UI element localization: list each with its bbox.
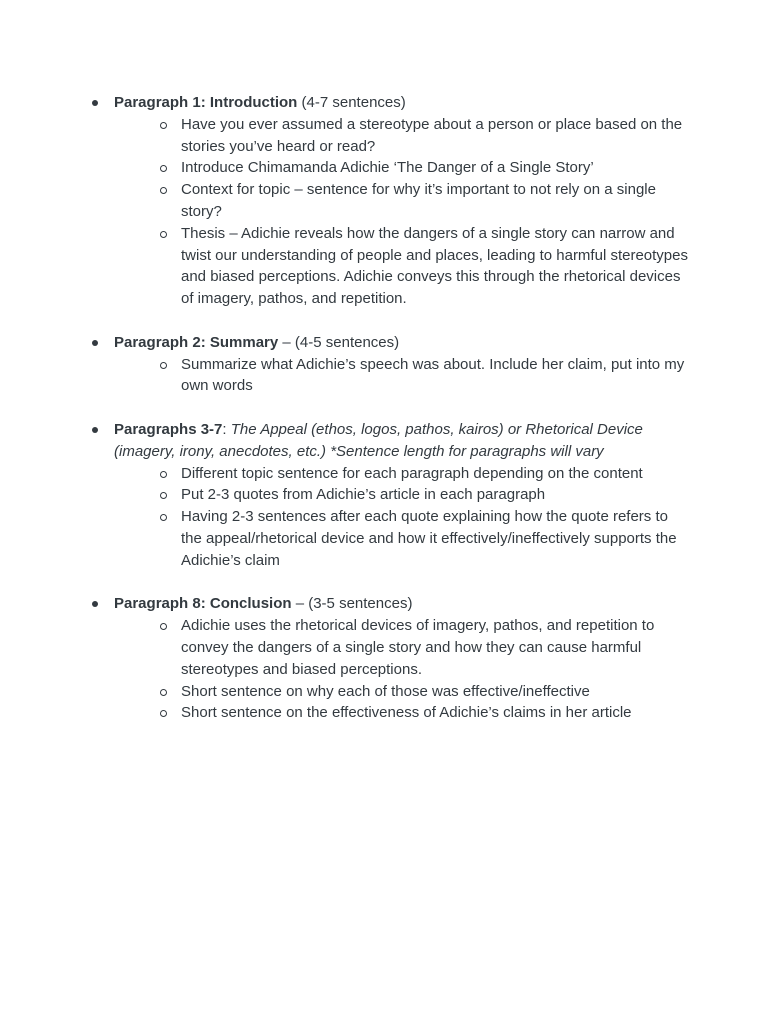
outline-section-body-paragraphs (90, 419, 690, 572)
section-heading (114, 334, 399, 351)
list-item-text: Short sentence on why each of those was effective/ineffective (181, 682, 590, 700)
section-description: The Appeal (ethos, logos, pathos, kairos) or Rhetorical Device (imagery, irony, anecdotes, etc.) *Sentence length for paragraphs will vary (114, 420, 643, 460)
list-item-text: Different topic sentence for each paragraph depending on the content (181, 464, 643, 482)
list-item (181, 157, 690, 179)
list-item-text: Adichie uses the rhetorical devices of imagery, pathos, and repetition to convey the dangers of a single story and how they can cause harmful stereotypes and biased perceptions. (181, 617, 655, 678)
section-separator: : (222, 420, 231, 438)
section-title: Paragraph 2: Summary (114, 333, 279, 351)
list-item (181, 506, 690, 571)
section-heading (114, 94, 406, 111)
section-title: Paragraph 1: Introduction (114, 94, 298, 111)
section-title: Paragraphs 3-7 (114, 420, 223, 438)
list-item (181, 681, 690, 703)
list-item (181, 702, 690, 724)
section-points (114, 354, 690, 398)
section-heading (114, 595, 412, 612)
list-item-text: Summarize what Adichie’s speech was about. Include her claim, put into my own words (181, 355, 685, 395)
section-heading (114, 421, 643, 460)
list-item-text: Short sentence on the effectiveness of Adichie’s claims in her article (181, 704, 632, 722)
list-item-text: Introduce Chimamanda Adichie ‘The Danger of a Single Story’ (181, 159, 594, 177)
list-item-text: Having 2-3 sentences after each quote explaining how the quote refers to the appeal/rhetorical device and how it effectively/ineffectively supports the Adichie’s claim (181, 508, 677, 569)
section-points (114, 615, 690, 724)
list-item (181, 615, 690, 680)
list-item-text: Context for topic – sentence for why it’s important to not rely on a single story? (181, 181, 656, 220)
list-item-text: Thesis – Adichie reveals how the dangers of a single story can narrow and twist our understanding of people and places, leading to harmful stereotypes and biased perceptions. Adichie conveys this through the rhetorical devices of imagery, pathos, and repetition. (181, 224, 688, 308)
section-sentence-count: – (3-5 sentences) (291, 595, 413, 613)
list-item (181, 223, 690, 310)
outline-section-conclusion (90, 593, 690, 724)
section-points (114, 463, 690, 572)
essay-outline (90, 92, 690, 724)
circle-bullet-icon (160, 165, 167, 172)
circle-bullet-icon (160, 122, 167, 129)
circle-bullet-icon (160, 492, 167, 499)
circle-bullet-icon (160, 514, 167, 521)
circle-bullet-icon (160, 231, 167, 238)
outline-section-summary (90, 332, 690, 397)
list-item (181, 463, 690, 485)
list-item-text: Have you ever assumed a stereotype about a person or place based on the stories you’ve heard or read? (181, 115, 683, 155)
list-item (181, 179, 690, 223)
outline-section-introduction (90, 92, 690, 310)
section-points (114, 114, 690, 310)
circle-bullet-icon (160, 362, 167, 369)
section-sentence-count: – (4-5 sentences) (278, 333, 400, 351)
circle-bullet-icon (160, 187, 167, 194)
section-title: Paragraph 8: Conclusion (114, 595, 292, 613)
list-item-text: Put 2-3 quotes from Adichie’s article in each paragraph (181, 486, 546, 504)
list-item (181, 114, 690, 158)
section-sentence-count: (4-7 sentences) (297, 94, 406, 111)
circle-bullet-icon (160, 689, 167, 696)
circle-bullet-icon (160, 623, 167, 630)
circle-bullet-icon (160, 710, 167, 717)
list-item (181, 484, 690, 506)
list-item (181, 354, 690, 398)
circle-bullet-icon (160, 471, 167, 478)
